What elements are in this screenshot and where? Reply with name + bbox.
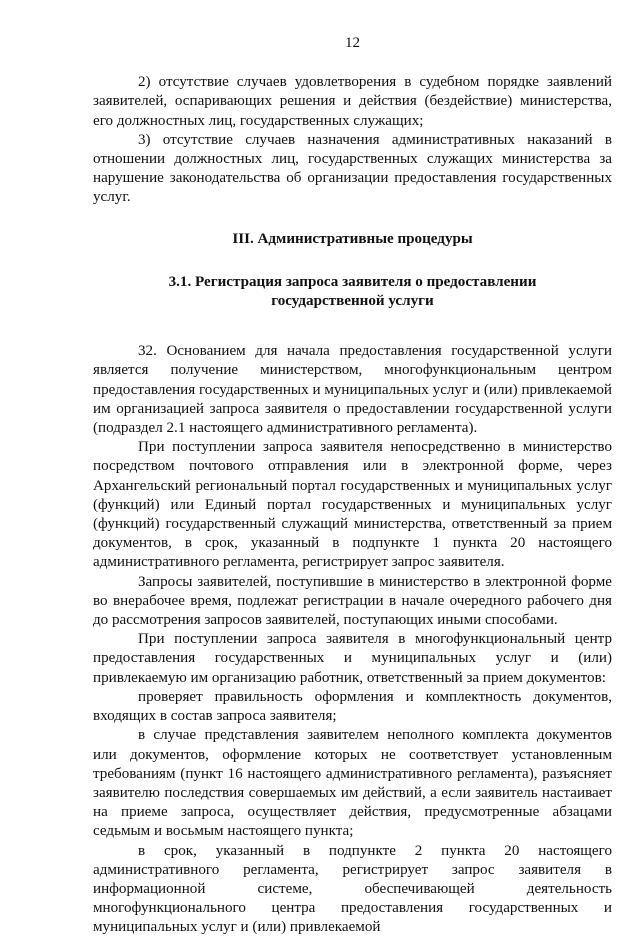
- paragraph: 2) отсутствие случаев удовлетворения в судебном порядке заявлений заявителей, оспаривающих решения и действия (бездействие) министерства, его должностных лиц, государственных служащих;: [93, 74, 612, 129]
- section-heading: III. Административные процедуры: [232, 230, 473, 247]
- page-number: 12: [344, 35, 361, 51]
- paragraph: При поступлении запроса заявителя непосредственно в министерство посредством почтового отправления или в электронной форме, через Архангельский региональный портал государственных и муниципальных услуг (функций) или Единый портал государственных и муниципальных услуг (функций) государственный служащий министерства, ответственный за прием документов, в срок, указанный в подпункте 1 пункта 20 настоящего административного регламента, регистрирует запрос заявителя.: [93, 439, 612, 571]
- paragraph: в случае представления заявителем неполного комплекта документов или документов, оформление которых не соответствует установленным требованиям (пункт 16 настоящего административного регламента), разъясняет заявителю последствия совершаемых им действий, а если заявитель настаивает на приеме запроса, осуществляет действия, предусмотренные абзацами седьмым и восьмым настоящего пункта;: [93, 727, 612, 840]
- paragraph: 32. Основанием для начала предоставления государственной услуги является получение министерством, многофункциональным центром предоставления государственных и муниципальных услуг и (или) привлекаемой им организацией запроса заявителя о предоставлении государственной услуги (подраздел 2.1 настоящего административного регламента).: [93, 343, 612, 437]
- paragraph: проверяет правильность оформления и комплектность документов, входящих в состав запроса заявителя;: [93, 688, 612, 725]
- subsection-heading: 3.1. Регистрация запроса заявителя о предоставлении государственной услуги: [168, 273, 537, 310]
- paragraph: Запросы заявителей, поступившие в министерство в электронной форме во внерабочее время, подлежат регистрации в начале очередного рабочего дня до рассмотрения запросов заявителей, поступающих иными способами.: [93, 573, 612, 629]
- paragraph: в срок, указанный в подпункте 2 пункта 20 настоящего административного регламента, регистрирует запрос заявителя в информационной системе, обеспечивающей деятельность многофункционального центра предоставления государственных и муниципальных услуг и (или) привлекаемой: [93, 842, 612, 936]
- paragraph: 3) отсутствие случаев назначения административных наказаний в отношении должностных лиц, государственных служащих министерства за нарушение законодательства об организации предоставления государственных услуг.: [93, 131, 612, 206]
- paragraph: При поступлении запроса заявителя в многофункциональный центр предоставления государственных и муниципальных услуг и (или) привлекаемую им организацию работник, ответственный за прием документов:: [93, 631, 612, 686]
